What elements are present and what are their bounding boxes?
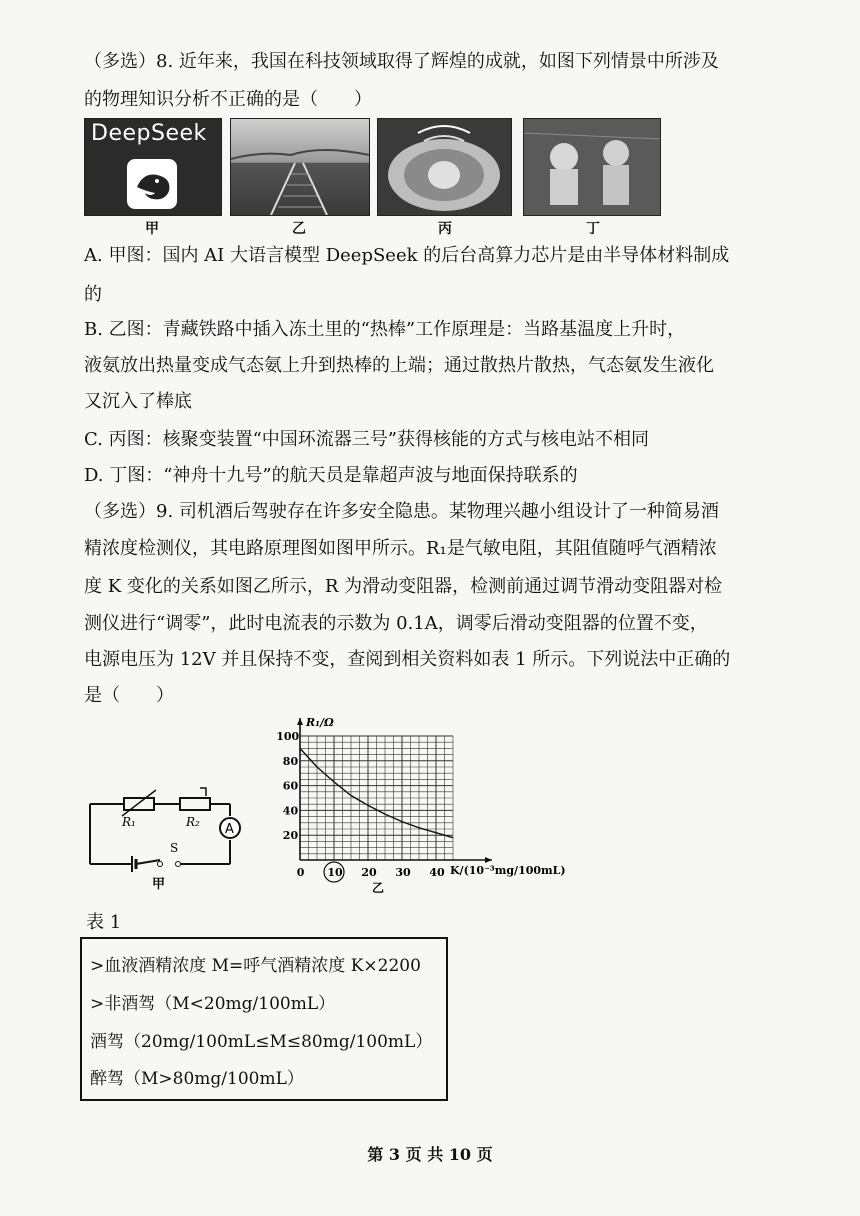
q9-line5: 电源电压为 12V 并且保持不变，查阅到相关资料如表 1 所示。下列说法中正确的 xyxy=(84,649,731,670)
r2-rheostat xyxy=(180,798,210,810)
r2-label: R₂ xyxy=(186,815,200,829)
x-tick-label: 0 xyxy=(296,866,305,879)
q8-option-d: D. 丁图：“神舟十九号”的航天员是靠超声波与地面保持联系的 xyxy=(84,465,578,486)
tokamak-icon xyxy=(378,119,511,215)
table1-box xyxy=(80,937,448,1101)
y-axis-arrow-icon xyxy=(297,718,303,725)
circuit-caption: 甲 xyxy=(152,877,166,892)
x-axis-label: K/(10⁻³mg/100mL) xyxy=(450,864,566,877)
r1-label: R₁ xyxy=(122,815,136,829)
q9-line6: 是（ ） xyxy=(84,685,174,706)
q8-option-a-line1: A. 甲图：国内 AI 大语言模型 DeepSeek 的后台高算力芯片是由半导体材料制成 xyxy=(84,245,730,266)
caption-ding: 丁 xyxy=(586,221,600,237)
chart-caption: 乙 xyxy=(372,881,385,895)
y-tick-label: 80 xyxy=(282,754,299,768)
railway-image xyxy=(230,118,370,216)
x-tick-label: 10 xyxy=(327,866,343,879)
q9-line4: 测仪进行“调零”，此时电流表的示数为 0.1A，调零后滑动变阻器的位置不变， xyxy=(84,613,708,634)
x-tick-label: 30 xyxy=(395,866,411,879)
rheostat-slider-icon xyxy=(200,788,206,796)
q8-intro-line1: （多选）8. 近年来，我国在科技领域取得了辉煌的成就，如图下列情景中所涉及 xyxy=(84,51,719,72)
r1-resistor xyxy=(124,798,154,810)
q8-option-a-line2: 的 xyxy=(84,284,102,305)
deepseek-logo-text: DeepSeek xyxy=(91,121,207,146)
caption-jia: 甲 xyxy=(145,221,159,237)
whale-icon xyxy=(85,119,221,215)
x-tick-label: 40 xyxy=(429,866,445,879)
x-tick-label: 20 xyxy=(361,866,377,879)
table1-row: >血液酒精浓度 M=呼气酒精浓度 K×2200 xyxy=(90,956,421,976)
fusion-device-image xyxy=(377,118,512,216)
y-tick-label: 100 xyxy=(276,730,300,743)
ammeter-label: A xyxy=(225,822,234,837)
q9-line1: （多选）9. 司机酒后驾驶存在许多安全隐患。某物理兴趣小组设计了一种简易酒 xyxy=(84,501,719,522)
x-axis-arrow-icon xyxy=(485,857,492,863)
astronaut-icon xyxy=(524,119,660,215)
q8-option-b-line2: 液氨放出热量变成气态氨上升到热棒的上端；通过散热片散热，气态氨发生液化 xyxy=(84,355,714,376)
deepseek-image xyxy=(84,118,222,216)
q8-option-b-line3: 又沉入了棒底 xyxy=(84,391,192,412)
switch-label: S xyxy=(170,841,179,855)
page-footer: 第 3 页 共 10 页 xyxy=(367,1145,493,1164)
resistance-concentration-chart xyxy=(270,712,570,898)
caption-bing: 丙 xyxy=(438,221,452,237)
r1-variable-arrow xyxy=(122,790,156,816)
q8-option-c: C. 丙图：核聚变装置“中国环流器三号”获得核能的方式与核电站不相同 xyxy=(84,429,649,450)
y-tick-label: 60 xyxy=(282,779,299,793)
table1-row: 醉驾（M>80mg/100mL） xyxy=(90,1069,304,1089)
q8-intro-line2: 的物理知识分析不正确的是（ ） xyxy=(84,89,372,110)
chart-grid xyxy=(300,736,453,860)
q8-option-b-line1: B. 乙图：青藏铁路中插入冻土里的“热棒”工作原理是：当路基温度上升时， xyxy=(84,319,686,340)
table1-row: >非酒驾（M<20mg/100mL） xyxy=(90,994,336,1014)
y-tick-label: 40 xyxy=(282,804,299,818)
y-axis-label: R₁/Ω xyxy=(306,716,334,729)
astronaut-image xyxy=(523,118,661,216)
railway-tracks-icon xyxy=(231,119,369,215)
table1-title: 表 1 xyxy=(86,912,122,933)
caption-yi: 乙 xyxy=(292,221,306,237)
switch-icon xyxy=(176,862,181,867)
q9-line3: 度 K 变化的关系如图乙所示，R 为滑动变阻器，检测前通过调节滑动变阻器对检 xyxy=(84,576,723,597)
circuit-diagram xyxy=(84,780,244,892)
q9-line2: 精浓度检测仪，其电路原理图如图甲所示。R₁是气敏电阻，其阻值随呼气酒精浓 xyxy=(84,538,717,559)
y-tick-label: 20 xyxy=(282,829,299,843)
table1-row: 酒驾（20mg/100mL≤M≤80mg/100mL） xyxy=(90,1032,433,1052)
